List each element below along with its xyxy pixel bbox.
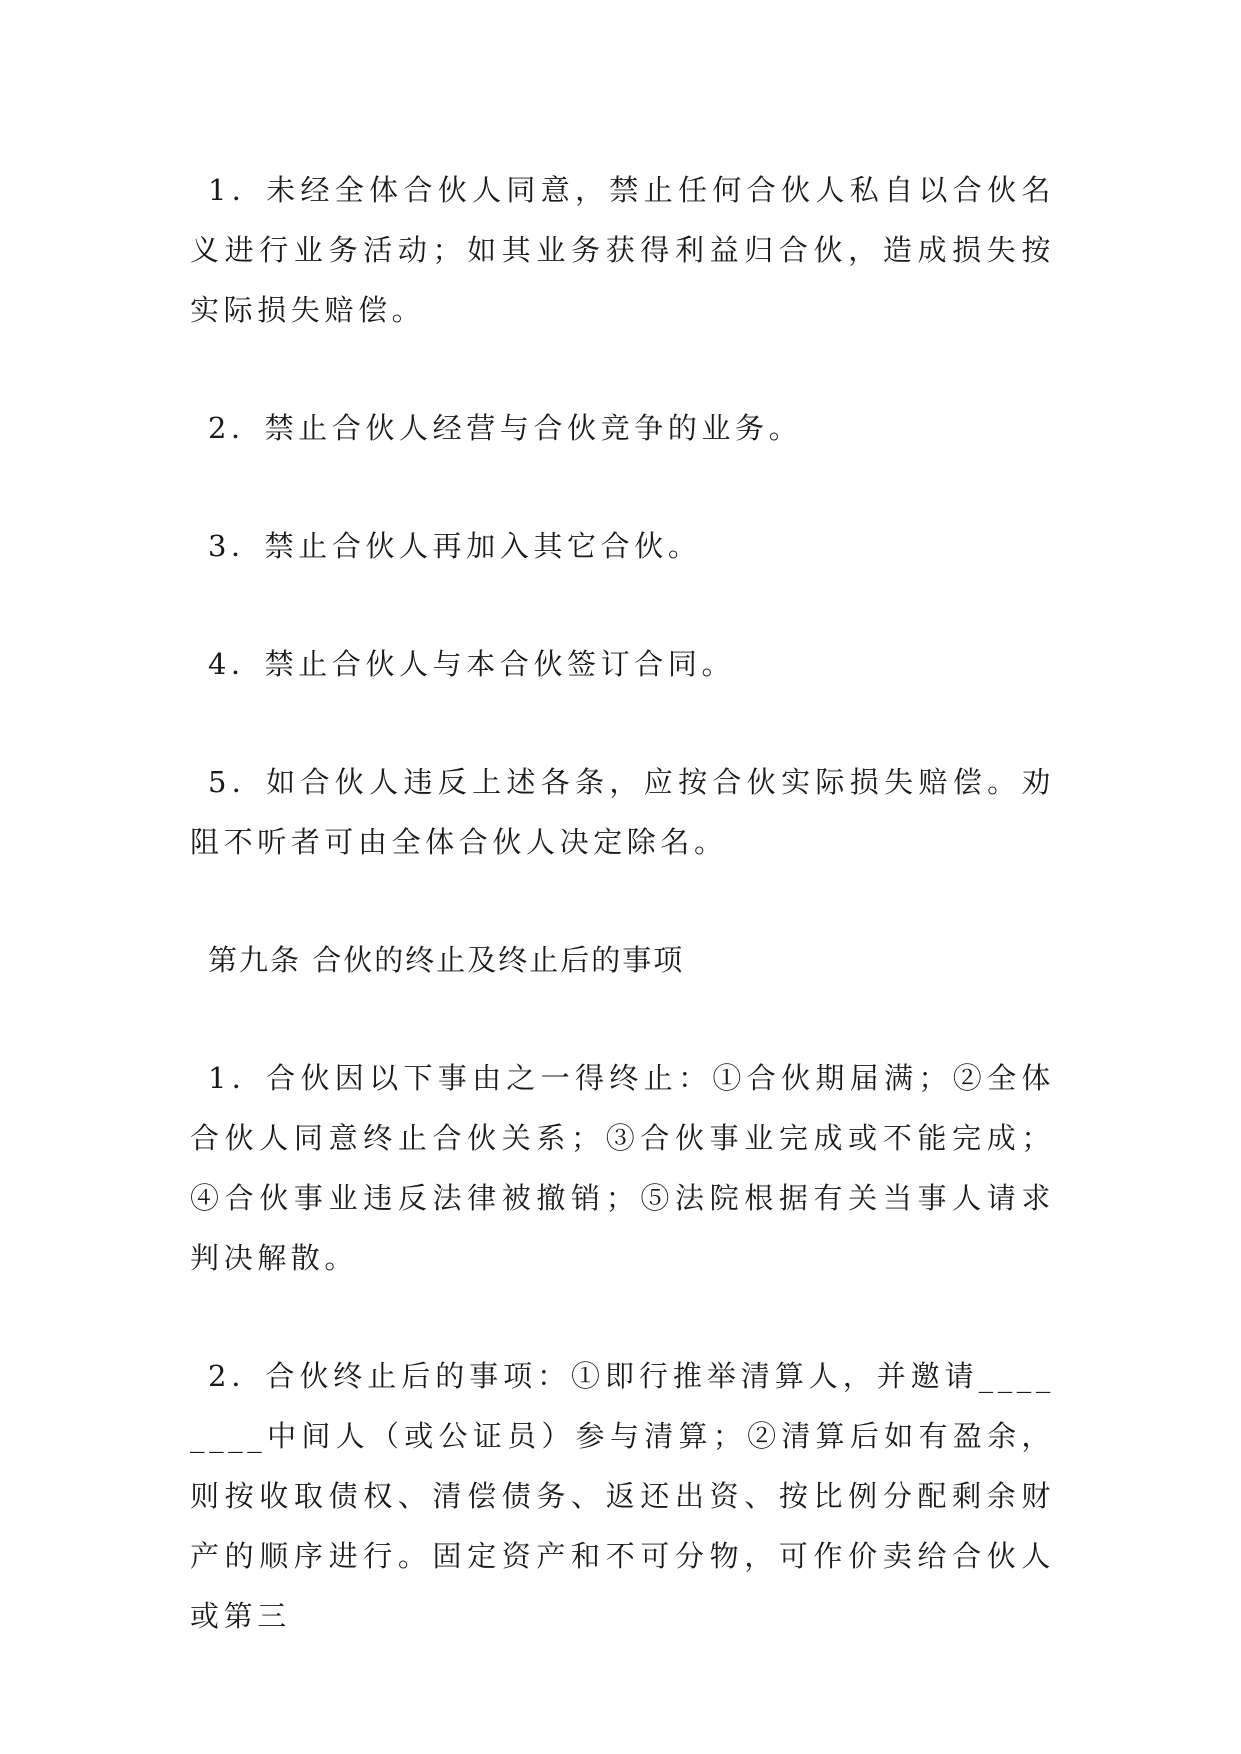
clause-3-paragraph: 3．禁止合伙人再加入其它合伙。 [208,529,702,563]
clause-5-paragraph: 5．如合伙人违反上述各条，应按合伙实际损失赔偿。劝阻不听者可由全体合伙人决定除名。 [190,765,1055,859]
document-body [190,160,1055,1704]
termination-clause-2-paragraph: 2．合伙终止后的事项：①即行推举清算人，并邀请________中间人（或公证员）参与清算；②清算后如有盈余，则按收取债权、清偿债务、返还出资、按比例分配剩余财产的顺序进行。固定资产和不可分物，可作价卖给合伙人或第三 [190,1359,1055,1633]
termination-clause-1-paragraph: 1．合伙因以下事由之一得终止：①合伙期届满；②全体合伙人同意终止合伙关系；③合伙事业完成或不能完成；④合伙事业违反法律被撤销；⑤法院根据有关当事人请求判决解散。 [190,1061,1055,1275]
clause-1-paragraph: 1．未经全体合伙人同意，禁止任何合伙人私自以合伙名义进行业务活动；如其业务获得利益归合伙，造成损失按实际损失赔偿。 [190,173,1055,327]
section-heading: 第九条 合伙的终止及终止后的事项 [208,943,685,977]
clause-2-paragraph: 2．禁止合伙人经营与合伙竞争的业务。 [208,411,803,445]
clause-4-paragraph: 4．禁止合伙人与本合伙签订合同。 [208,647,736,681]
